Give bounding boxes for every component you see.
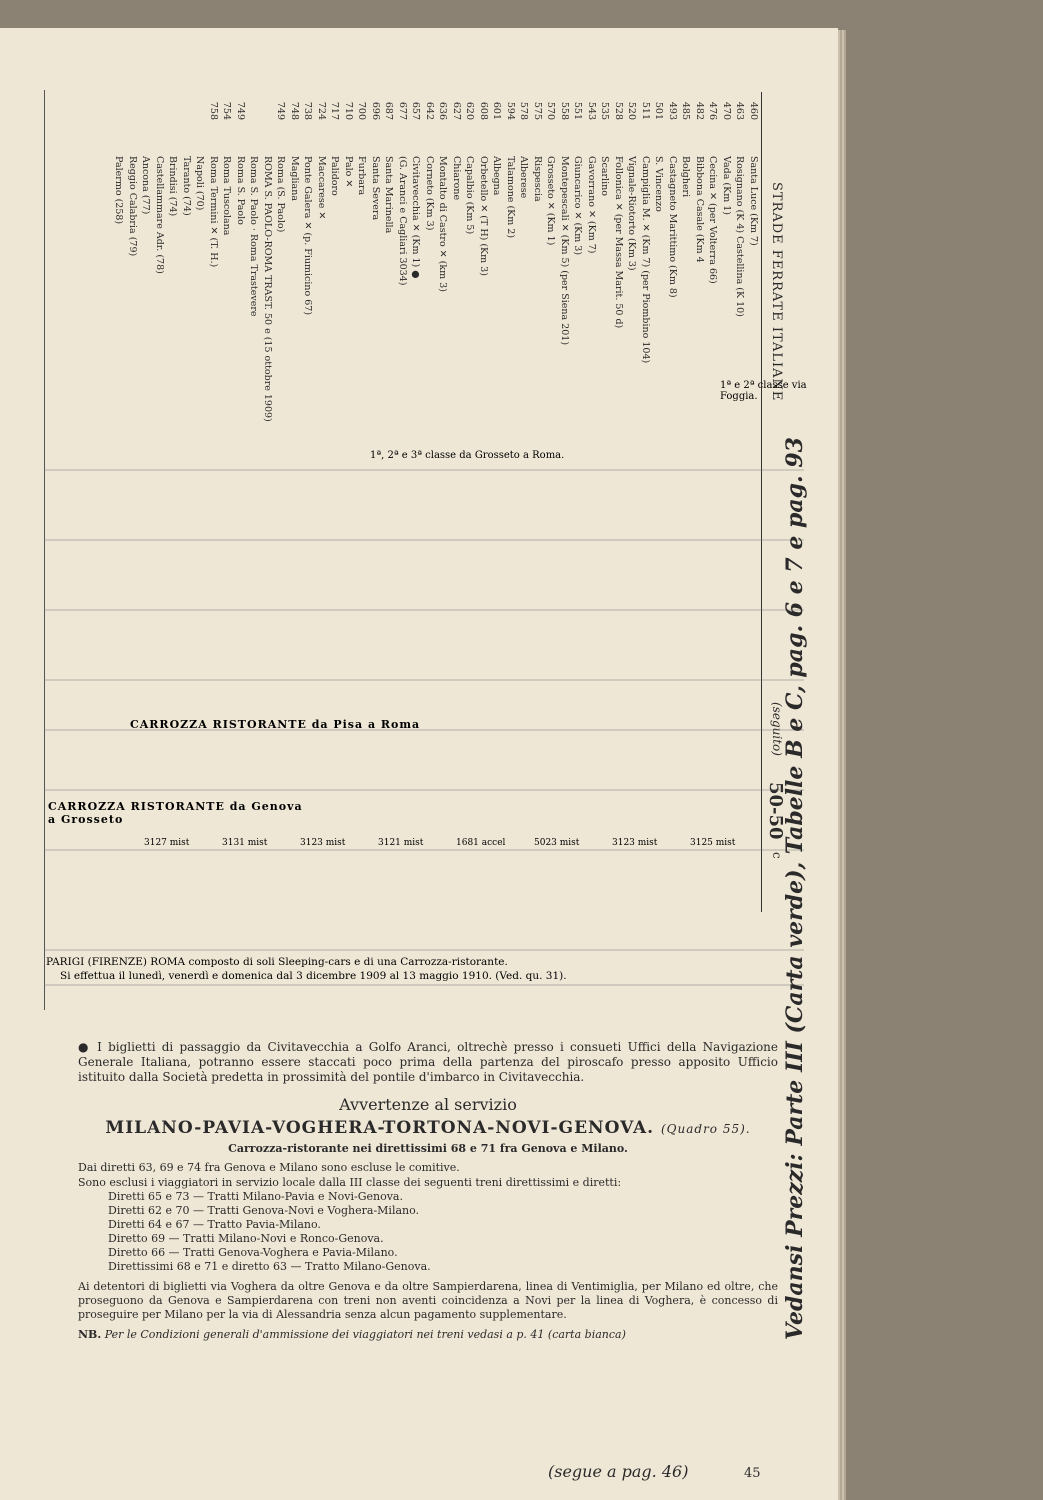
station-name: Alberese xyxy=(518,156,530,199)
station-name: Santa Severa xyxy=(370,156,381,221)
station-name: Orbetello ✕ (T H) (Km 3) xyxy=(478,156,489,276)
station-km: 687 xyxy=(383,101,395,120)
station-km: 700 xyxy=(356,101,368,120)
note-via-foggia: 1ª e 2ª classe via Foggia. xyxy=(720,380,807,402)
page-number: 45 xyxy=(744,1466,761,1481)
service-item: Diretti 64 e 67 — Tratto Pavia-Milano. xyxy=(108,1218,321,1231)
station-km: 724 xyxy=(316,101,327,120)
avvertenze-line2: Sono esclusi i viaggiatori in servizio locale dalla III classe dei seguenti treni direttissimi e diretti: xyxy=(78,1175,622,1189)
sidebar-prezzi: Vedansi Prezzi: Parte III (Carta verde), Tabelle B e C, pag. 6 e 7 e pag. 93 xyxy=(782,437,808,1340)
station-name: Civitavecchia ✕ (Km 1) ● xyxy=(410,156,422,279)
station-name: Taranto (74) xyxy=(181,156,192,216)
service-item: Diretto 69 — Tratti Milano-Novi e Ronco-Genova. xyxy=(108,1232,384,1245)
station-name: Roma Termini ✕ (T. H.) xyxy=(208,156,219,268)
station-km: 460 xyxy=(748,101,759,120)
station-name: Palermo (258) xyxy=(113,156,125,225)
station-name: Corneto (Km 3) xyxy=(424,156,435,231)
station-km: 642 xyxy=(424,101,435,120)
station-km: 485 xyxy=(680,101,692,120)
nb-label: NB. xyxy=(78,1328,102,1341)
station-name: Roma Tuscolana xyxy=(221,156,233,236)
station-km: 620 xyxy=(464,101,476,120)
note-effettua: Si effettua il lunedì, venerdì e domenica dal 3 dicembre 1909 al 13 maggio 1910. (Ved. qu. 31). xyxy=(60,970,567,982)
header-seguito: (seguito) xyxy=(770,702,784,756)
station-name: Montepescali ✕ (Km 5) (per Siena 201) xyxy=(559,156,570,346)
station-name: Capalbio (Km 5) xyxy=(464,156,476,235)
station-name: Bibbona Casale (Km 4 xyxy=(694,156,705,263)
station-name: Vada (Km 1) xyxy=(721,156,732,215)
station-name: Grosseto ✕ (Km 1) xyxy=(545,156,557,246)
station-km: 738 xyxy=(302,101,314,120)
avvertenze-title: Avvertenze al servizio xyxy=(339,1095,517,1114)
station-km: 754 xyxy=(221,101,233,120)
station-name: Chiarone xyxy=(451,156,462,201)
avvertenze-paragraph: Ai detentori di biglietti via Voghera da oltre Genova e da oltre Sampierdarena, linea di Ventimiglia, per Milano ed oltre, che proseguono da Genova e Sampierdarena con treni non aventi coincidenza a Novi per la linea di Voghera, è concesso di proseguire per Milano per la via di Alessandria senza alcun pagamento supplementare. xyxy=(78,1280,778,1321)
station-name: Bolgheri xyxy=(680,156,692,198)
station-km: 520 xyxy=(626,101,638,120)
station-km: 710 xyxy=(343,101,354,120)
station-name: Reggio Calabria (79) xyxy=(127,156,138,257)
note-ristorante-genova: CARROZZA RISTORANTE da Genova a Grosseto xyxy=(48,800,303,826)
station-name: Magliana xyxy=(289,156,300,201)
station-km: 501 xyxy=(653,101,665,120)
station-name: ROMA S. PAOLO-ROMA TRAST. 50 e (15 ottobre 1909) xyxy=(262,156,273,422)
train-number: 3121 mist xyxy=(378,838,424,848)
station-km: 749 xyxy=(275,101,287,120)
header-title: STRADE FERRATE ITALIANE xyxy=(769,182,784,402)
header-table-id: 50-50 xyxy=(765,782,786,840)
station-km: 511 xyxy=(640,101,651,120)
station-km: 470 xyxy=(721,101,732,120)
avvertenze-ristorante: Carrozza-ristorante nei direttissimi 68 e 71 fra Genova e Milano. xyxy=(228,1142,628,1155)
station-km: 758 xyxy=(208,101,219,120)
service-item: Diretti 62 e 70 — Tratti Genova-Novi e Voghera-Milano. xyxy=(108,1204,420,1217)
station-km: 578 xyxy=(518,101,530,120)
service-item: Diretti 65 e 73 — Tratti Milano-Pavia e Novi-Genova. xyxy=(108,1190,403,1203)
service-item: Direttissimi 68 e 71 e diretto 63 — Tratto Milano-Genova. xyxy=(108,1260,431,1273)
train-number: 3125 mist xyxy=(690,838,736,848)
station-name: Santa Luce (Km 7) xyxy=(748,156,759,246)
station-name: Follonica ✕ (per Massa Marit. 50 d) xyxy=(613,156,624,329)
services-list xyxy=(78,1190,778,1274)
train-number: 3123 mist xyxy=(612,838,658,848)
timetable-grid xyxy=(44,90,824,1030)
station-name: Castagneto Marittimo (Km 8) xyxy=(667,156,678,298)
station-name: S. Vincenzo xyxy=(653,156,665,212)
station-km: 636 xyxy=(437,101,449,120)
station-km: 717 xyxy=(329,101,341,120)
train-number: 3131 mist xyxy=(222,838,268,848)
segue-note: (segue a pag. 46) xyxy=(548,1462,689,1481)
nb-text: Per le Condizioni generali d'ammissione dei viaggiatori nei treni vedasi a p. 41 (carta bianca) xyxy=(104,1328,626,1341)
station-name: Palo ✕ xyxy=(343,156,354,188)
station-name: Ancona (77) xyxy=(140,156,152,215)
station-name: Talamone (Km 2) xyxy=(505,156,516,239)
station-name: Gavorrano ✕ (Km 7) xyxy=(586,156,597,254)
note-parigi: PARIGI (FIRENZE) ROMA composto di soli Sleeping-cars e di una Carrozza-ristorante. xyxy=(46,956,508,968)
station-km: 627 xyxy=(451,101,462,120)
station-km: 601 xyxy=(491,101,503,120)
time-columns xyxy=(44,90,824,1030)
station-km: 493 xyxy=(667,101,678,120)
station-name: Ponte Galera ✕ (p. Fiumicino 67) xyxy=(302,156,314,316)
advisory-section xyxy=(78,1040,778,1341)
station-name: Rispescia xyxy=(532,156,543,202)
station-name: Maccarese ✕ xyxy=(316,156,327,220)
station-name: Roma (S. Paolo) xyxy=(275,156,287,233)
station-km: 594 xyxy=(505,101,516,120)
station-name: Vignale-Riotorto (Km 3) xyxy=(626,156,638,271)
station-km: 677 xyxy=(397,101,408,120)
station-km: 570 xyxy=(545,101,557,120)
service-item: Diretto 66 — Tratti Genova-Voghera e Pavia-Milano. xyxy=(108,1246,398,1259)
station-name: Scarlino xyxy=(599,156,611,196)
train-number: 1681 accel xyxy=(456,838,506,848)
page-edge xyxy=(838,30,846,1500)
note-classes: 1ª, 2ª e 3ª classe da Grosseto a Roma. xyxy=(370,450,565,461)
station-km: 575 xyxy=(532,101,543,120)
note-ristorante-pisa: CARROZZA RISTORANTE da Pisa a Roma xyxy=(130,718,421,731)
station-km: 543 xyxy=(586,101,597,120)
station-name: Montalto di Castro ✕ (km 3) xyxy=(437,156,449,292)
station-km: 528 xyxy=(613,101,624,120)
station-name: Cecina ✕ (per Volterra 66) xyxy=(707,156,719,284)
station-name: Furbara xyxy=(356,156,368,196)
nb-note xyxy=(78,1328,778,1341)
header-suffix: c xyxy=(770,852,784,859)
station-name: Roma S. Paolo xyxy=(235,156,246,225)
station-name: Campiglia M. ✕ (Km 7) (per Piombino 104) xyxy=(640,156,651,364)
station-name: Castellammare Adr. (78) xyxy=(154,156,165,274)
station-km: 749 xyxy=(235,101,246,120)
station-name: Rosignano (K 4) Castellina (K 10) xyxy=(734,156,746,317)
train-number: 3123 mist xyxy=(300,838,346,848)
station-km: 535 xyxy=(599,101,611,120)
station-km: 696 xyxy=(370,101,381,120)
civitavecchia-notice: ● I biglietti di passaggio da Civitavecchia a Golfo Aranci, oltrechè presso i consueti Uffici della Navigazione Generale Italiana, potranno essere staccati poco prima della partenza del piroscafo presso apposito Ufficio istituito dalla Società predetta in prossimità del pontile d'imbarco in Civitavecchia. xyxy=(78,1040,778,1084)
station-km: 657 xyxy=(410,101,422,120)
station-km: 463 xyxy=(734,101,746,120)
station-km: 558 xyxy=(559,101,570,120)
avvertenze-line1: Dai diretti 63, 69 e 74 fra Genova e Milano sono escluse le comitive. xyxy=(78,1161,460,1174)
train-number: 3127 mist xyxy=(144,838,190,848)
station-name: Roma S. Paolo · Roma Trastevere xyxy=(248,156,260,317)
station-km: 608 xyxy=(478,101,489,120)
station-name: Santa Marinella xyxy=(383,156,395,234)
station-name: (G. Aranci e Cagliari 3034) xyxy=(397,156,408,286)
route-quadro: (Quadro 55). xyxy=(660,1122,751,1136)
avvertenze-route xyxy=(78,1118,778,1138)
station-km: 482 xyxy=(694,101,705,120)
station-name: Palidoro xyxy=(329,156,341,196)
station-name: Brindisi (74) xyxy=(167,156,179,217)
station-km: 476 xyxy=(707,101,719,120)
route-name: MILANO-PAVIA-VOGHERA-TORTONA-NOVI-GENOVA. xyxy=(105,1118,655,1138)
train-number: 5023 mist xyxy=(534,838,580,848)
station-name: Albegna xyxy=(491,156,503,196)
station-km: 551 xyxy=(572,101,584,120)
station-km: 748 xyxy=(289,101,300,120)
station-name: Giuncarico ✕ (Km 3) xyxy=(572,156,584,256)
station-name: Napoli (70) xyxy=(194,156,206,211)
